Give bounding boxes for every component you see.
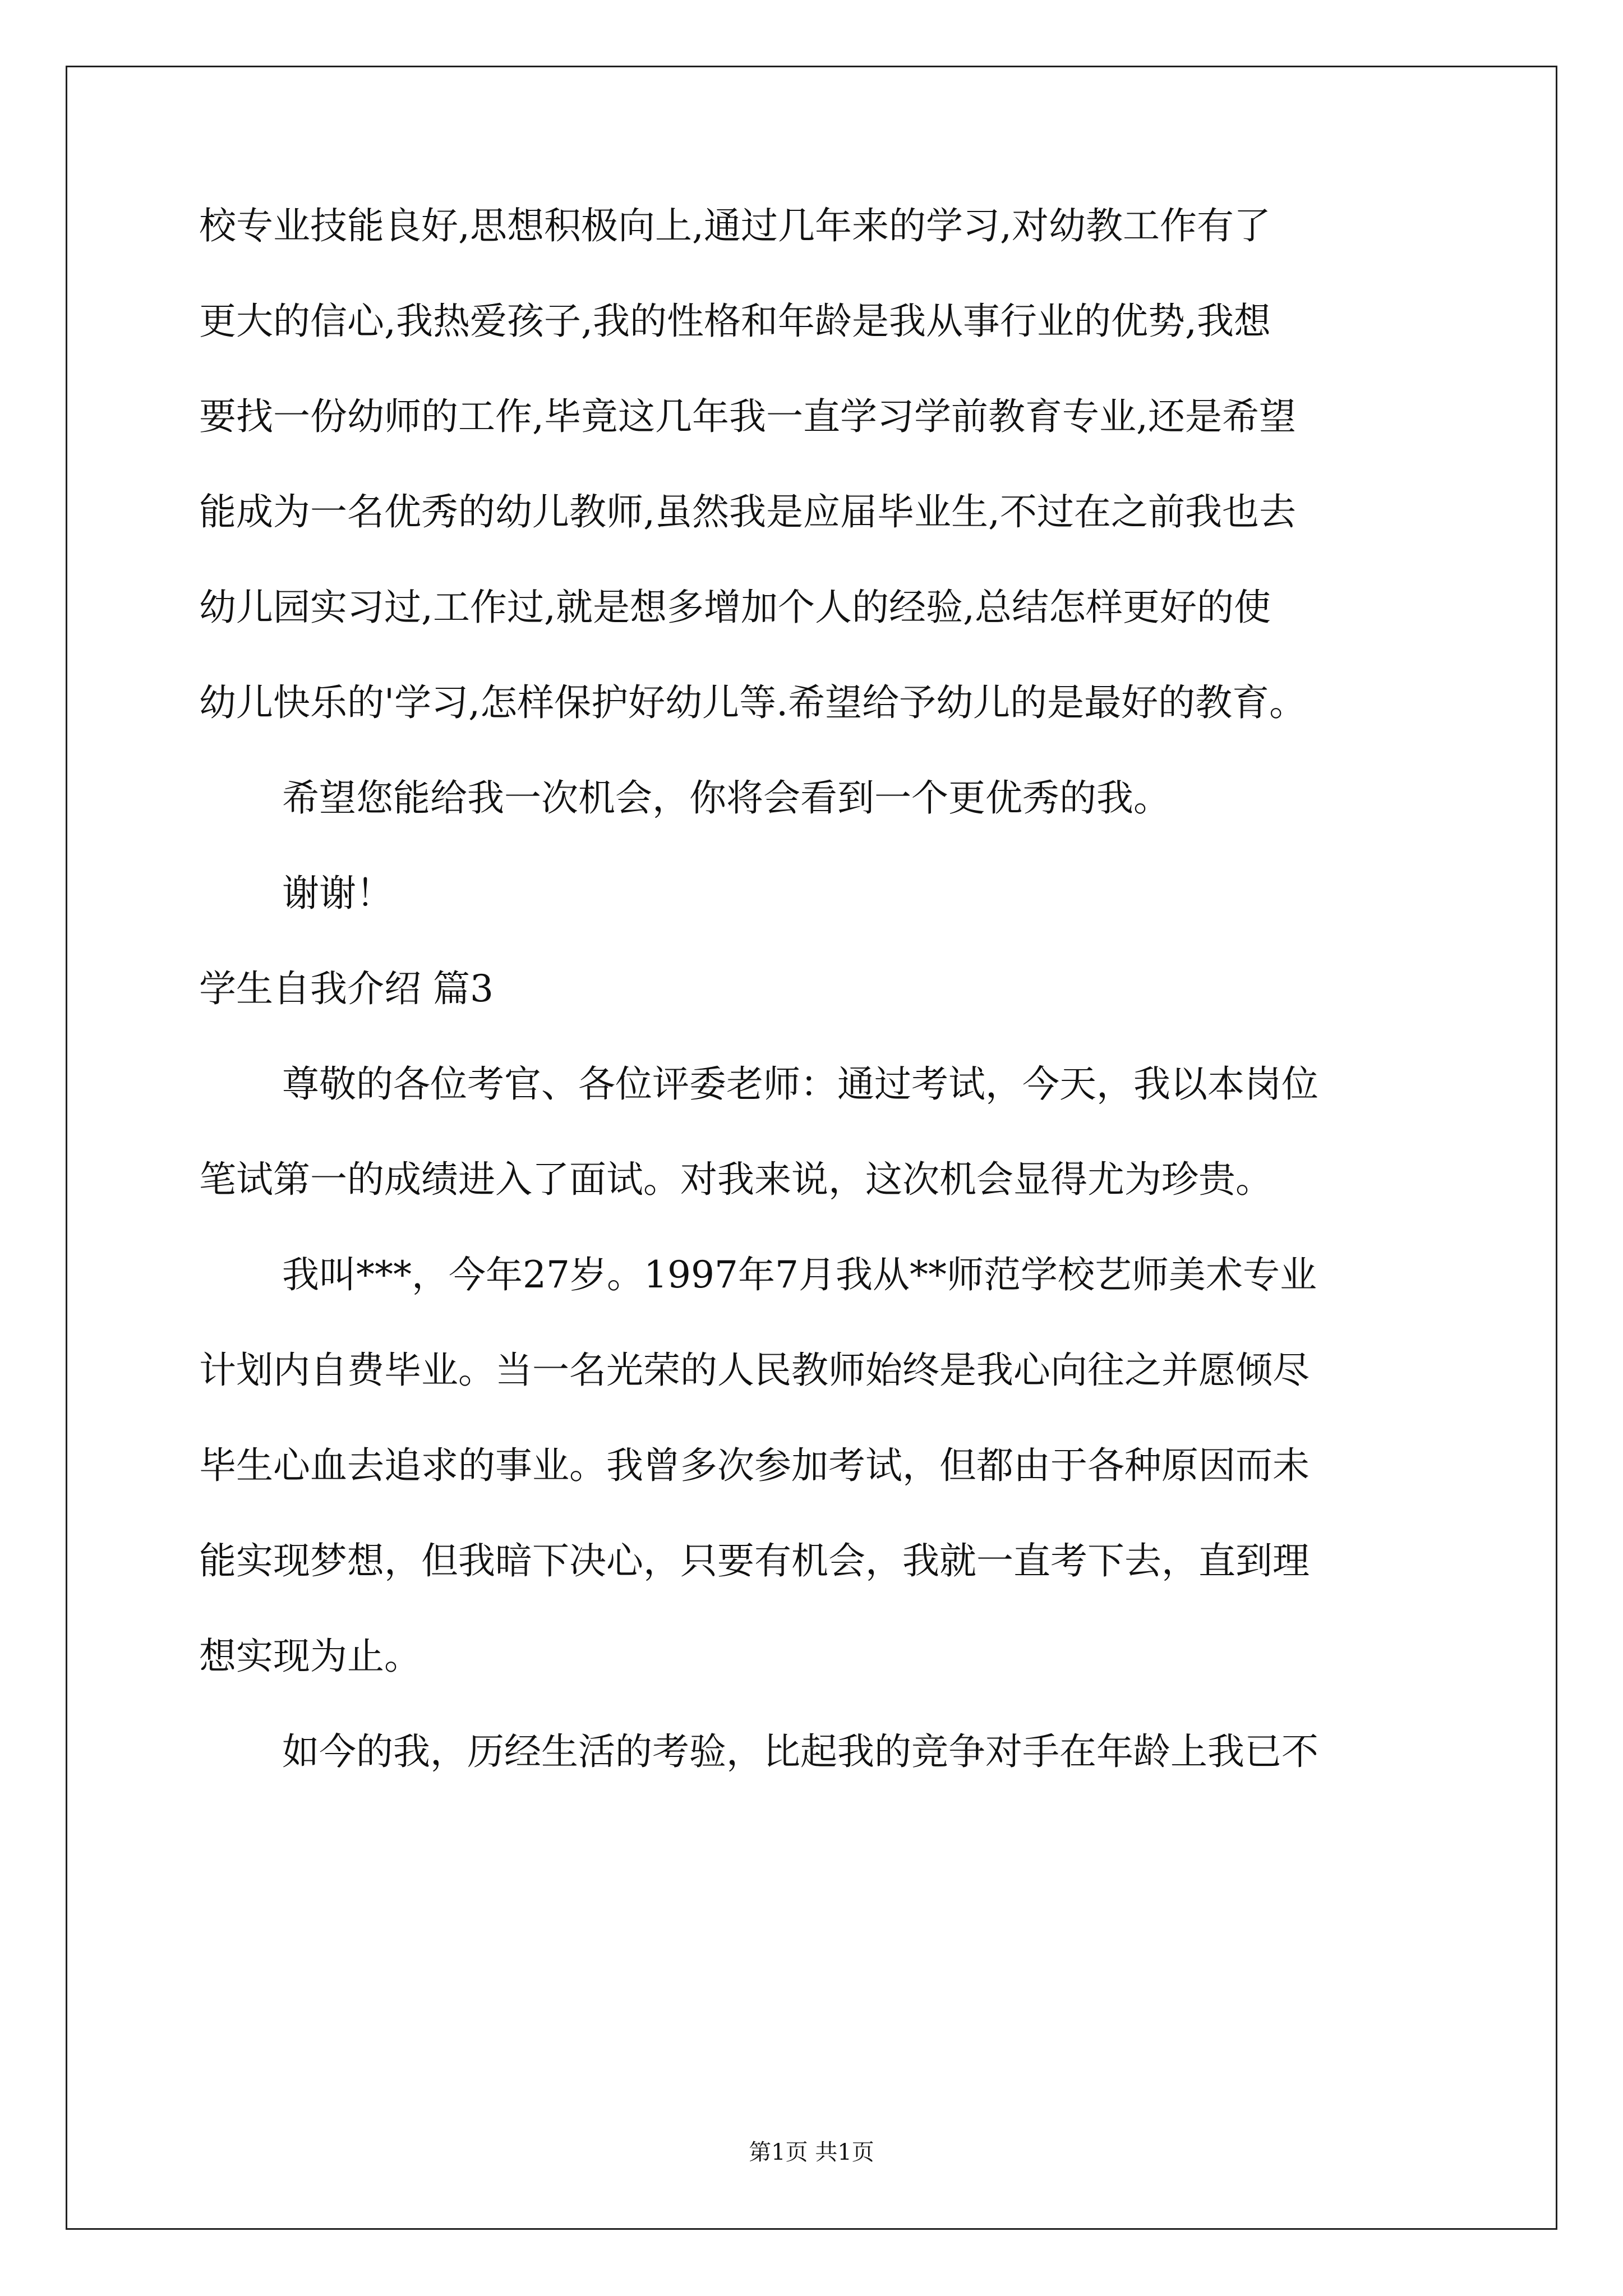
body-line: 计划内自费毕业。当一名光荣的人民教师始终是我心向往之并愿倾尽 [199,1349,1310,1392]
body-line: 笔试第一的成绩进入了面试。对我来说，这次机会显得尤为珍贵。 [199,1158,1272,1201]
body-line: 尊敬的各位考官、各位评委老师：通过考试，今天，我以本岗位 [282,1062,1318,1106]
body-line: 幼儿快乐的'学习,怎样保护好幼儿等.希望给予幼儿的是最好的教育。 [199,681,1307,724]
body-line: 校专业技能良好,思想积极向上,通过几年来的学习,对幼教工作有了 [199,204,1271,247]
body-line: 幼儿园实习过,工作过,就是想多增加个人的经验,总结怎样更好的使 [199,586,1271,629]
body-line: 毕生心血去追求的事业。我曾多次参加考试，但都由于各种原因而未 [199,1444,1310,1487]
body-line: 希望您能给我一次机会，你将会看到一个更优秀的我。 [282,776,1170,820]
page-footer: 第1页 共1页 [749,2139,874,2165]
body-line: 如今的我，历经生活的考验，比起我的竞争对手在年龄上我已不 [282,1730,1318,1773]
body-line: 想实现为止。 [199,1635,421,1678]
body-line: 我叫***，今年27岁。1997年7月我从**师范学校艺师美术专业 [282,1253,1317,1296]
body-line: 更大的信心,我热爱孩子,我的性格和年龄是我从事行业的优势,我想 [199,300,1271,343]
section-heading: 学生自我介绍 篇3 [199,967,494,1010]
body-line: 要找一份幼师的工作,毕竟这几年我一直学习学前教育专业,还是希望 [199,395,1296,438]
body-line: 能成为一名优秀的幼儿教师,虽然我是应届毕业生,不过在之前我也去 [199,490,1296,533]
page-border [66,66,1557,2230]
body-line: 能实现梦想，但我暗下决心，只要有机会，我就一直考下去，直到理 [199,1539,1310,1582]
body-line: 谢谢！ [282,872,393,915]
